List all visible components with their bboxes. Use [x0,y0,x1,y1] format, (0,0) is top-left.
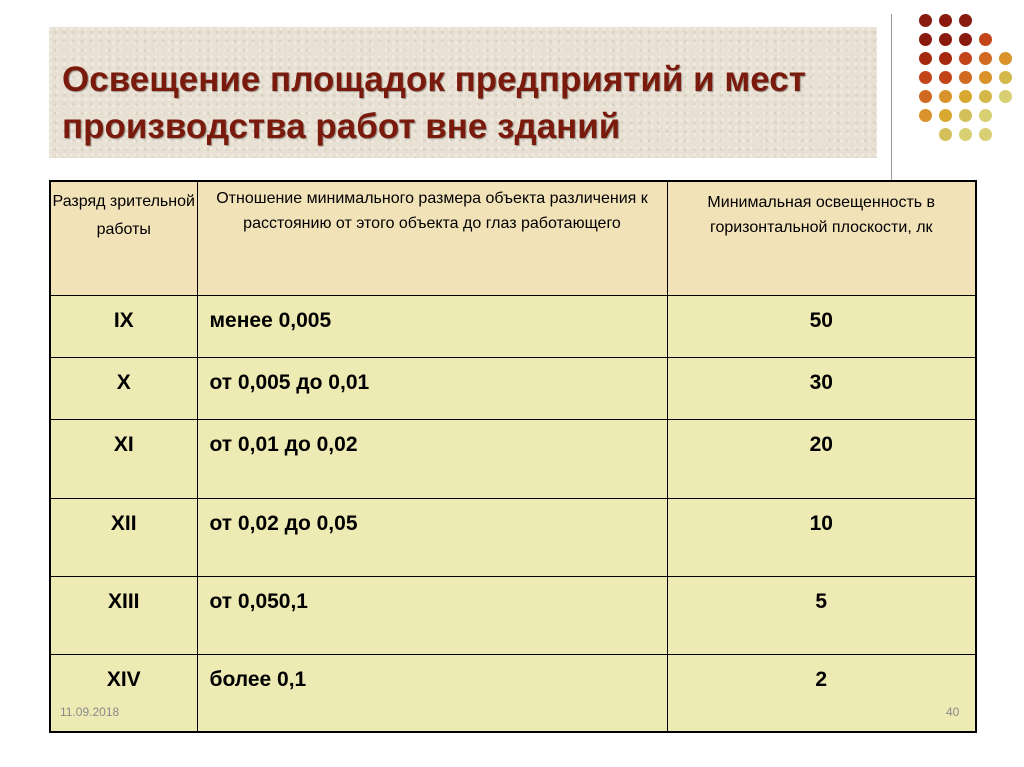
cell-lux: 30 [667,358,976,420]
table-row [50,295,976,357]
vertical-divider [891,14,892,186]
decor-dot [919,71,932,84]
decor-dot [919,33,932,46]
cell-ratio: от 0,02 до 0,05 [197,498,667,576]
slide-date: 11.09.2018 [60,705,120,719]
cell-grade: XI [50,420,197,498]
slide-title: Освещение площадок предприятий и мест производства работ вне зданий [62,60,806,146]
decor-dot [939,14,952,27]
decor-dot [979,71,992,84]
table-row [50,655,976,732]
cell-lux: 20 [667,420,976,498]
slide-page-number: 40 [946,705,960,719]
cell-lux: 10 [667,498,976,576]
decorative-dot-grid [912,14,1024,164]
decor-dot [959,33,972,46]
decor-dot [939,52,952,65]
decor-dot [999,71,1012,84]
cell-lux: 2 [667,655,976,732]
decor-dot [959,71,972,84]
decor-dot [919,90,932,103]
table-row [50,576,976,654]
decor-dot [939,128,952,141]
cell-grade: XIII [50,576,197,654]
table-row [50,498,976,576]
decor-dot [979,109,992,122]
header-grade: Разряд зрительной работы [50,181,197,295]
decor-dot [939,33,952,46]
decor-dot [939,109,952,122]
cell-grade: X [50,358,197,420]
decor-dot [979,33,992,46]
cell-grade: XII [50,498,197,576]
cell-grade: IX [50,295,197,357]
decor-dot [999,90,1012,103]
decor-dot [959,52,972,65]
decor-dot [979,128,992,141]
decor-dot [919,14,932,27]
decor-dot [959,109,972,122]
table-header-row [50,181,976,295]
cell-grade: XIV [50,655,197,732]
table-row [50,358,976,420]
decor-dot [939,90,952,103]
decor-dot [959,90,972,103]
decor-dot [939,71,952,84]
decor-dot [959,14,972,27]
cell-lux: 5 [667,576,976,654]
header-illuminance: Минимальная освещенность в горизонтальной плоскости, лк [667,181,976,295]
decor-dot [919,52,932,65]
header-ratio: Отношение минимального размера объекта различения к расстоянию от этого объекта до глаз работающего [197,181,667,295]
cell-lux: 50 [667,295,976,357]
decor-dot [919,109,932,122]
cell-ratio: от 0,050,1 [197,576,667,654]
table-row [50,420,976,498]
decor-dot [979,52,992,65]
decor-dot [999,52,1012,65]
cell-ratio: от 0,005 до 0,01 [197,358,667,420]
cell-ratio: менее 0,005 [197,295,667,357]
decor-dot [959,128,972,141]
decor-dot [979,90,992,103]
illumination-table [49,180,977,733]
cell-ratio: от 0,01 до 0,02 [197,420,667,498]
cell-ratio: более 0,1 [197,655,667,732]
